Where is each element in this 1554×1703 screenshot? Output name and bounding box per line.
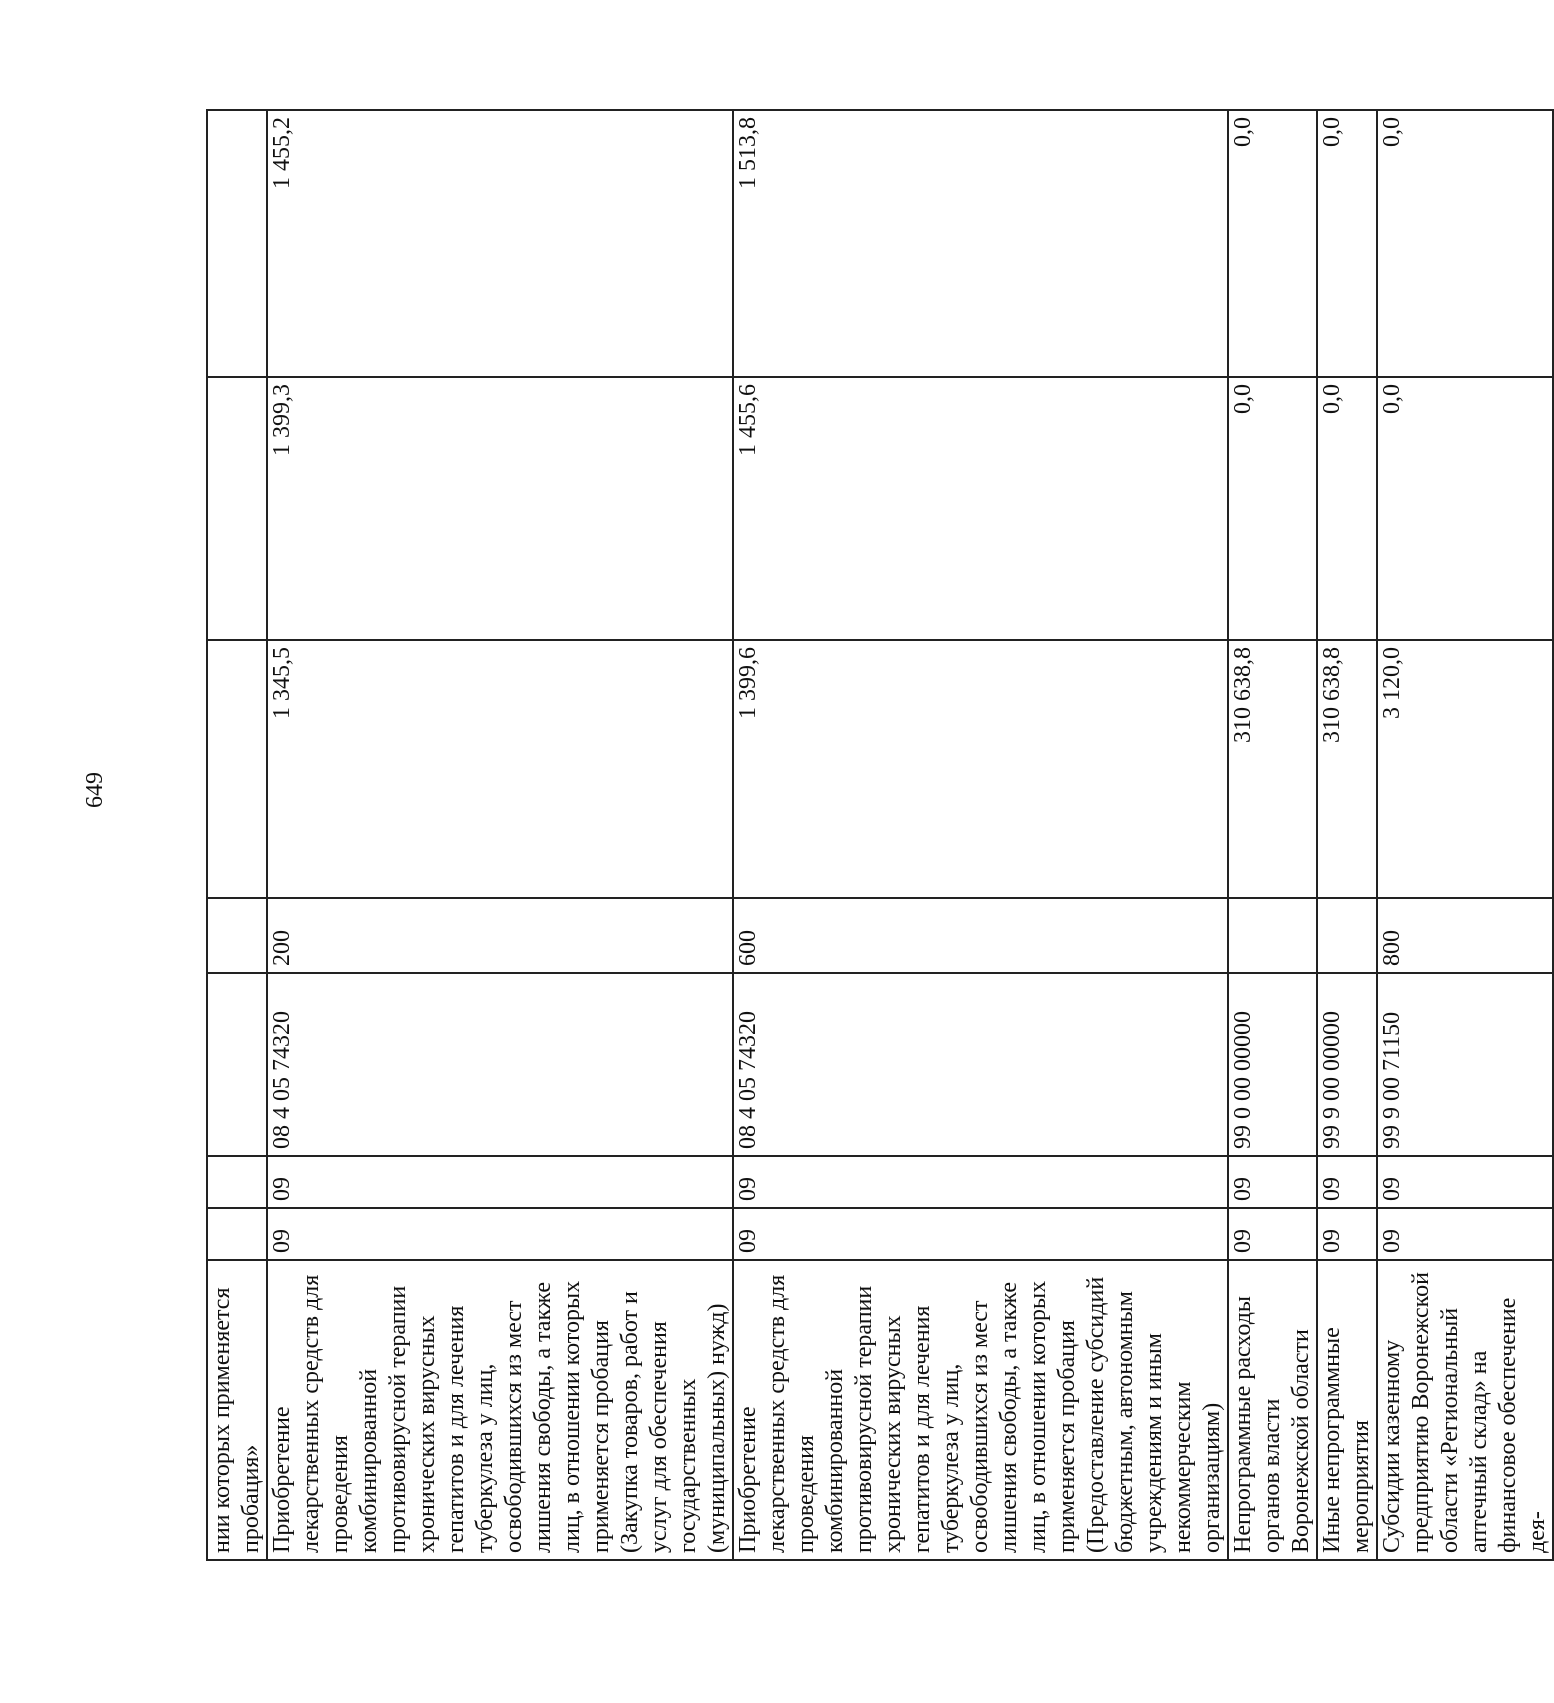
csr-cell: 99 9 00 00000 xyxy=(1317,973,1377,1156)
table-row xyxy=(1228,110,1317,1560)
value-year1-cell: 310 638,8 xyxy=(1317,640,1377,898)
rz-cell: 09 xyxy=(733,1208,1228,1260)
rz-cell xyxy=(207,1208,267,1260)
vr-cell xyxy=(207,898,267,973)
row-name-cell: Непрограммные расходы органов власти Воронежской области xyxy=(1228,1260,1317,1560)
value-year3-cell xyxy=(207,110,267,377)
budget-table xyxy=(206,109,1554,1561)
table-row xyxy=(1377,110,1553,1560)
value-year2-cell xyxy=(207,377,267,640)
value-year2-cell: 1 455,6 xyxy=(733,377,1228,640)
csr-cell: 99 9 00 71150 xyxy=(1377,973,1553,1156)
rz-cell: 09 xyxy=(1377,1208,1553,1260)
value-year3-cell: 1 513,8 xyxy=(733,110,1228,377)
table-row xyxy=(733,110,1228,1560)
value-year1-cell: 1 345,5 xyxy=(267,640,733,898)
row-name-cell: Иные непрограммные мероприятия xyxy=(1317,1260,1377,1560)
csr-cell xyxy=(207,973,267,1156)
table-row xyxy=(267,110,733,1560)
vr-cell xyxy=(1317,898,1377,973)
value-year2-cell: 0,0 xyxy=(1228,377,1317,640)
value-year3-cell: 0,0 xyxy=(1377,110,1553,377)
row-name-cell: Приобретение лекарственных средств для проведения комбинированной противовирусной терапии хронических вирусных гепатитов и для лечения туберкулеза у лиц, освободившихся из мест лишения свободы, а также лиц, в отношении которых применяется пробация (Закупка товаров, работ и услуг для обеспечения государственных (муниципальных) нужд) xyxy=(267,1260,733,1560)
value-year1-cell: 310 638,8 xyxy=(1228,640,1317,898)
vr-cell: 800 xyxy=(1377,898,1553,973)
table-row xyxy=(207,110,267,1560)
pr-cell: 09 xyxy=(1317,1156,1377,1208)
page-number: 649 xyxy=(81,772,108,808)
rz-cell: 09 xyxy=(1228,1208,1317,1260)
value-year2-cell: 0,0 xyxy=(1377,377,1553,640)
value-year3-cell: 1 455,2 xyxy=(267,110,733,377)
csr-cell: 08 4 05 74320 xyxy=(267,973,733,1156)
value-year3-cell: 0,0 xyxy=(1228,110,1317,377)
value-year2-cell: 1 399,3 xyxy=(267,377,733,640)
row-name-cell: нии которых применяется пробация» xyxy=(207,1260,267,1560)
table-row xyxy=(1317,110,1377,1560)
pr-cell: 09 xyxy=(1228,1156,1317,1208)
pr-cell: 09 xyxy=(267,1156,733,1208)
value-year1-cell: 1 399,6 xyxy=(733,640,1228,898)
row-name-cell: Приобретение лекарственных средств для проведения комбинированной противовирусной терапии хронических вирусных гепатитов и для лечения туберкулеза у лиц, освободившихся из мест лишения свободы, а также лиц, в отношении которых применяется пробация (Предоставление субсидий бюджетным, автономным учреждениям и иным некоммерческим организациям) xyxy=(733,1260,1228,1560)
vr-cell: 600 xyxy=(733,898,1228,973)
csr-cell: 08 4 05 74320 xyxy=(733,973,1228,1156)
pr-cell: 09 xyxy=(733,1156,1228,1208)
row-name-cell: Субсидии казенному предприятию Воронежской области «Региональный аптечный склад» на финансовое обеспечение дея- xyxy=(1377,1260,1553,1560)
value-year2-cell: 0,0 xyxy=(1317,377,1377,640)
csr-cell: 99 0 00 00000 xyxy=(1228,973,1317,1156)
pr-cell: 09 xyxy=(1377,1156,1553,1208)
rotated-table-container xyxy=(206,111,1550,1561)
value-year3-cell: 0,0 xyxy=(1317,110,1377,377)
vr-cell xyxy=(1228,898,1317,973)
value-year1-cell: 3 120,0 xyxy=(1377,640,1553,898)
rz-cell: 09 xyxy=(267,1208,733,1260)
rz-cell: 09 xyxy=(1317,1208,1377,1260)
pr-cell xyxy=(207,1156,267,1208)
vr-cell: 200 xyxy=(267,898,733,973)
value-year1-cell xyxy=(207,640,267,898)
